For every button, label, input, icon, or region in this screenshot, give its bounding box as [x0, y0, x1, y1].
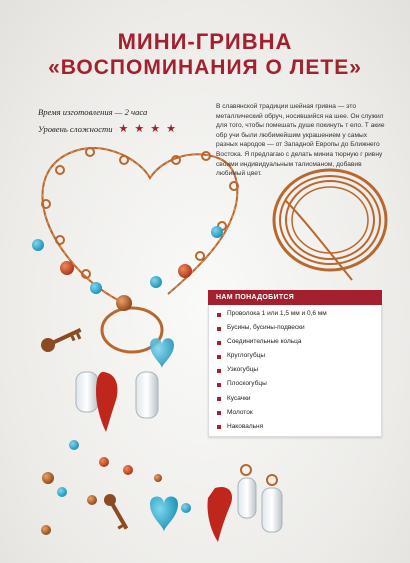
- materials-item: Плоскогубцы: [217, 377, 375, 391]
- difficulty-label: Уровень сложности: [38, 124, 113, 134]
- materials-item: Круглогубцы: [217, 349, 375, 363]
- materials-item: Молоток: [217, 406, 375, 420]
- materials-box: [208, 290, 382, 436]
- wire-coil: [274, 170, 386, 280]
- charm-group: [207, 465, 282, 542]
- necklace-chain: [42, 148, 238, 300]
- materials-item: Проволока 1 или 1,5 мм и 0,6 мм: [217, 307, 375, 321]
- pendant: [39, 295, 174, 432]
- page-title: [0, 30, 410, 79]
- materials-item: Кусачки: [217, 392, 375, 406]
- title-line-2: «ВОСПОМИНАНИЯ О ЛЕТЕ»: [48, 56, 362, 80]
- materials-heading: НАМ ПОНАДОБИТСЯ: [208, 290, 382, 305]
- time-label: Время изготовления — 2 часа: [38, 107, 148, 117]
- materials-item: Соединительные кольца: [217, 335, 375, 349]
- materials-item: Наковальня: [217, 420, 375, 434]
- loose-beads: [41, 440, 191, 535]
- materials-list: [208, 305, 382, 437]
- title-line-1: МИНИ-ГРИВНА: [117, 29, 293, 54]
- materials-item: Бусины, бусины-подвески: [217, 321, 375, 335]
- difficulty-row: [38, 121, 182, 138]
- project-meta: [38, 104, 182, 138]
- materials-item: Узкогубцы: [217, 363, 375, 377]
- difficulty-stars: ★★★★: [118, 123, 182, 135]
- intro-paragraph: В славянской традиции шейная гривна — это металлический обруч, носившийся на шее. Он служил для того, чтобы помешать душе покинуть т ело. Т акие обр учи были любимейшим украшением у самых разных народов — от Западной Европы до Ближнего Востока. Я предлагаю с делать миниа тюрную г ривну своими индивидуальным талисманом, добавив любимый цвет.: [216, 103, 385, 178]
